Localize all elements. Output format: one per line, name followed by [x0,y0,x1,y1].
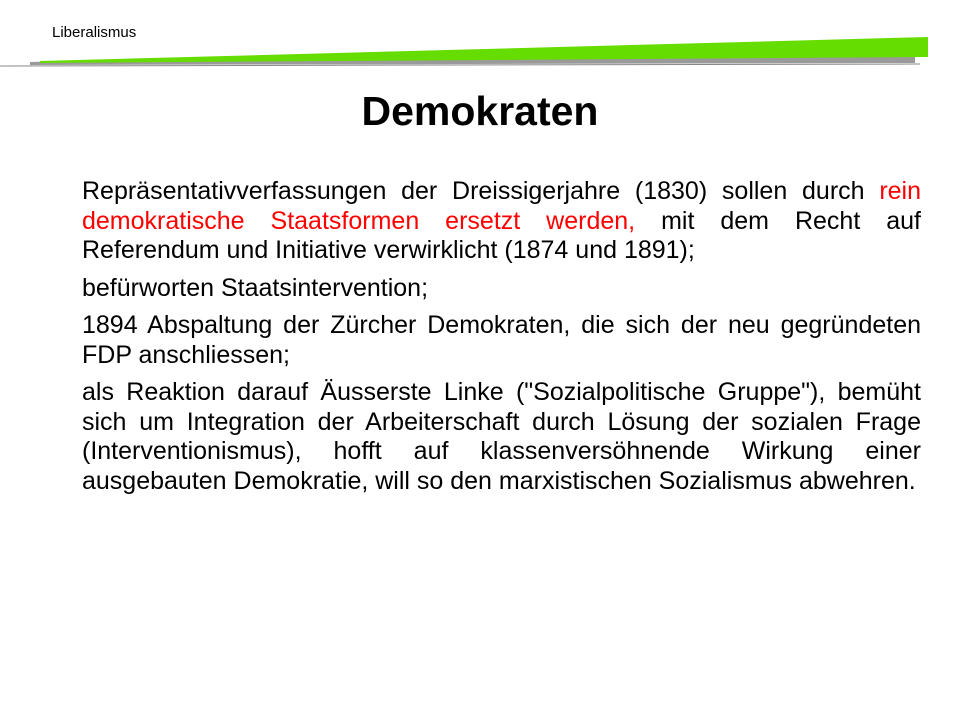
paragraph-state-intervention: befürworten Staatsintervention; [82,273,429,302]
paragraph-reaction-left: als Reaktion darauf Äusserste Linke ("Sozialpolitische Gruppe"), bemüht sich um Integration der Arbeiterschaft durch Lösung der sozialen Frage (Interventionismus), hofft auf klassenversöhnende Wirkung einer ausgebauten Demokratie, will so den marxistischen Sozialismus abwehren. [82,378,921,495]
header-accent-band [0,0,960,80]
paragraph-split-1894: 1894 Abspaltung der Zürcher Demokraten, die sich der neu gegründeten FDP anschliessen; [82,311,921,369]
highlighted-text: rein demokratische Staatsformen ersetzt werden, [82,177,921,235]
body-text [82,177,921,504]
paragraph-text-start: Repräsentativverfassungen der Dreissigerjahre (1830) sollen durch [82,177,880,205]
header-label: Liberalismus [52,24,137,41]
paragraph-representative-constitutions [82,177,921,266]
slide-title: Demokraten [361,88,599,134]
paragraph-text-end: mit dem Recht auf Referendum und Initiative verwirklicht (1874 und 1891); [82,206,921,264]
